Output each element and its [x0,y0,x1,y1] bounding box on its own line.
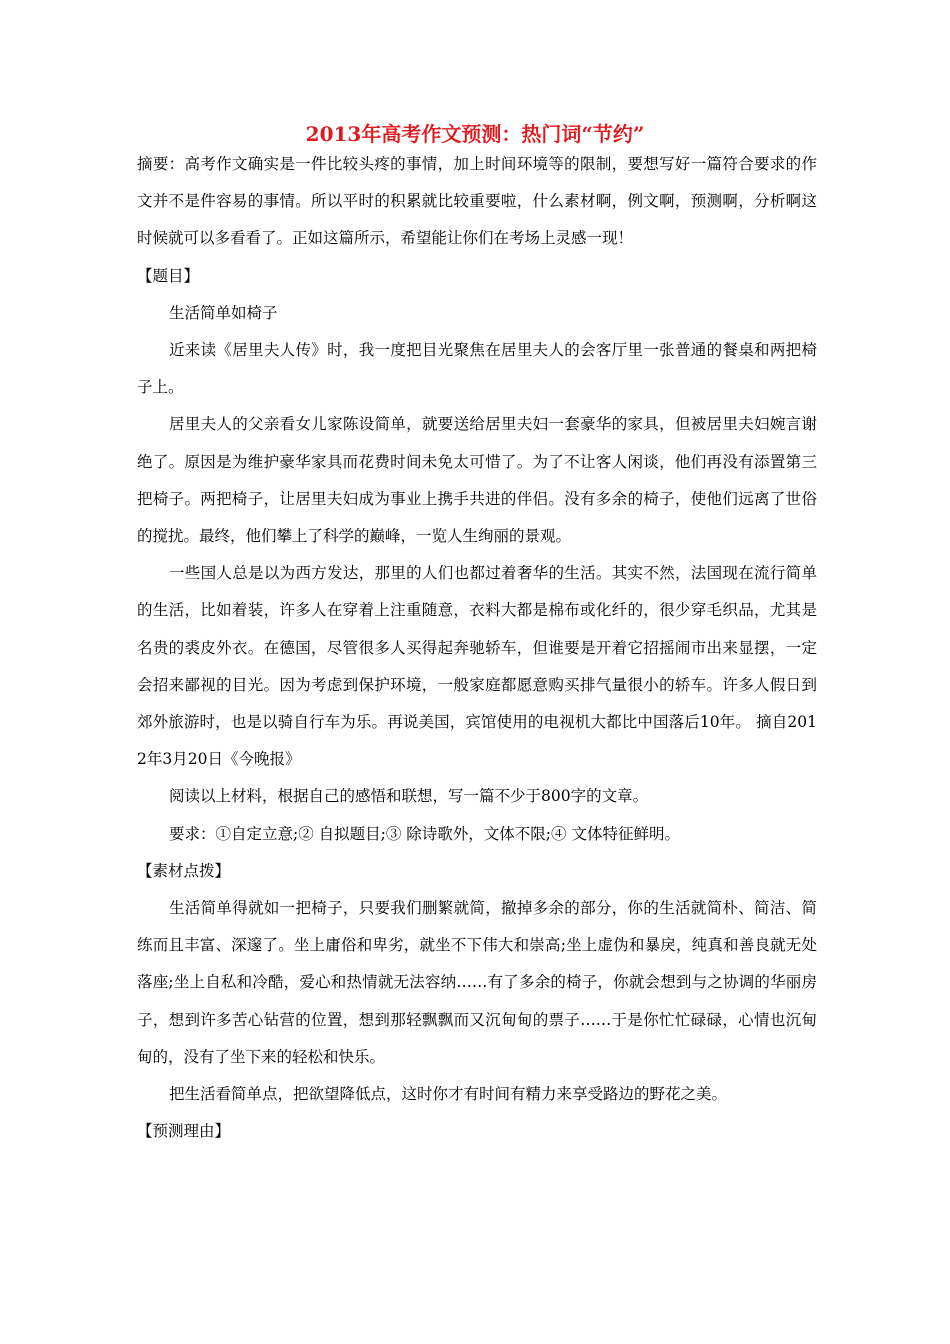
body-paragraph-1: 近来读《居里夫人传》时，我一度把目光聚焦在居里夫人的会客厅里一张普通的餐桌和两把椅子上。 [137,341,817,397]
section-heading-topic: 【题目】 [137,266,200,285]
body-paragraph-4: 阅读以上材料，根据自己的感悟和联想，写一篇不少于800字的文章。 [169,787,649,806]
body-paragraph-7: 把生活看简单点，把欲望降低点，这时你才有时间有精力来享受路边的野花之美。 [169,1085,728,1104]
essay-subtitle: 生活简单如椅子 [169,303,278,322]
document-body [137,146,817,1150]
body-paragraph-6: 生活简单得就如一把椅子，只要我们删繁就简，撤掉多余的部分，你的生活就简朴、简洁、简练而且丰富、深邃了。坐上庸俗和卑劣，就坐不下伟大和崇高;坐上虚伪和暴戾，纯真和善良就无处落座;坐上自私和冷酷，爱心和热情就无法容纳……有了多余的椅子，你就会想到与之协调的华丽房子，想到许多苦心钻营的位置，想到那轻飘飘而又沉甸甸的票子……于是你忙忙碌碌，心情也沉甸甸的，没有了坐下来的轻松和快乐。 [137,899,817,1066]
section-heading-reason: 【预测理由】 [137,1122,231,1141]
abstract-paragraph: 摘要：高考作文确实是一件比较头疼的事情，加上时间环境等的限制，要想写好一篇符合要求的作文并不是件容易的事情。所以平时的积累就比较重要啦，什么素材啊，例文啊，预测啊，分析啊这时候就可以多看看了。正如这篇所示，希望能让你们在考场上灵感一现！ [137,155,817,248]
section-heading-material: 【素材点拨】 [137,861,231,880]
document-title: 2013年高考作文预测：热门词“节约” [305,122,645,146]
body-paragraph-3: 一些国人总是以为西方发达，那里的人们也都过着奢华的生活。其实不然，法国现在流行简单的生活，比如着装，许多人在穿着上注重随意，衣料大都是棉布或化纤的，很少穿毛织品，尤其是名贵的裘皮外衣。在德国，尽管很多人买得起奔驰轿车，但谁要是开着它招摇闹市出来显摆，一定会招来鄙视的目光。因为考虑到保护环境，一般家庭都愿意购买排气量很小的轿车。许多人假日到郊外旅游时，也是以骑自行车为乐。再说美国，宾馆使用的电视机大都比中国落后10年。 摘自2012年3月20日《今晚报》 [137,564,817,769]
body-paragraph-2: 居里夫人的父亲看女儿家陈设简单，就要送给居里夫妇一套豪华的家具，但被居里夫妇婉言谢绝了。原因是为维护豪华家具而花费时间未免太可惜了。为了不让客人闲谈，他们再没有添置第三把椅子。两把椅子，让居里夫妇成为事业上携手共进的伴侣。没有多余的椅子，使他们远离了世俗的搅扰。最终，他们攀上了科学的巅峰，一览人生绚丽的景观。 [137,415,817,546]
body-paragraph-5: 要求：①自定立意;② 自拟题目;③ 除诗歌外，文体不限;④ 文体特征鲜明。 [169,824,680,843]
